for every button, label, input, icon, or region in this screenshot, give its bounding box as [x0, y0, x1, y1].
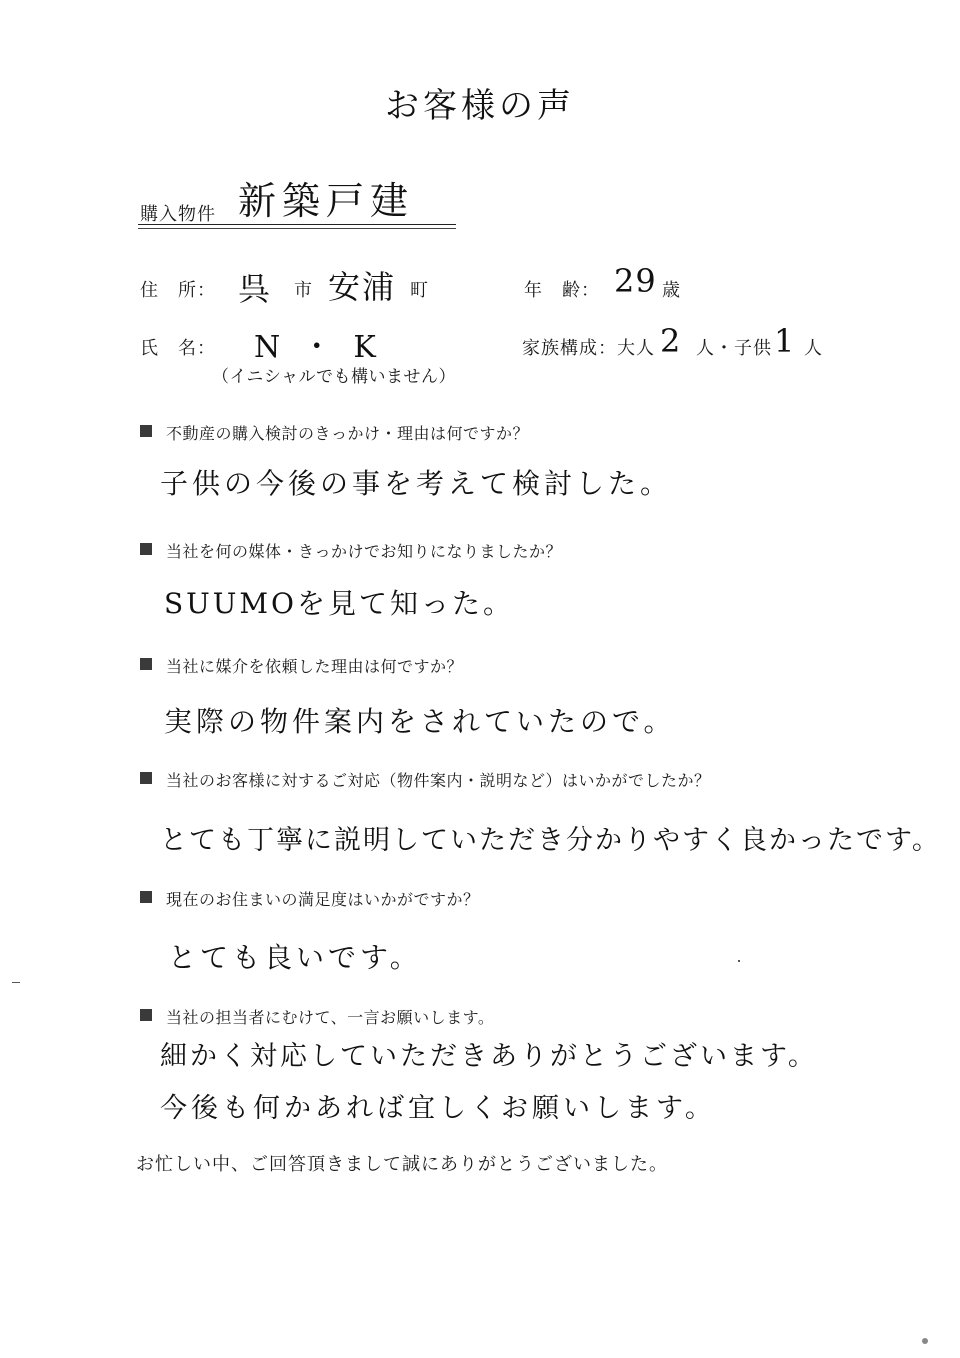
- answer-5: とても良いです。: [168, 941, 422, 974]
- scan-speck: [738, 960, 740, 962]
- address-label: 住 所：: [140, 280, 216, 301]
- bullet-square: [140, 425, 152, 437]
- question-6: 当社の担当者にむけて、一言お願いします。: [166, 1008, 495, 1027]
- bullet-square: [140, 543, 152, 555]
- answer-4: とても丁寧に説明していただき分かりやすく良かったです。: [160, 825, 941, 856]
- question-4: 当社のお客様に対するご対応（物件案内・説明など）はいかがでしたか？: [166, 771, 711, 790]
- bullet-square: [140, 772, 152, 784]
- property-underline-2: [138, 228, 456, 229]
- property-label: 購入物件: [140, 204, 216, 225]
- family-label: 家族構成：大人: [522, 338, 655, 359]
- page-title: お客様の声: [385, 86, 575, 126]
- question-3: 当社に媒介を依頼した理由は何ですか？: [166, 657, 464, 676]
- question-5: 現在のお住まいの満足度はいかがですか？: [166, 890, 480, 909]
- adults-value: 2: [660, 322, 685, 360]
- property-value: 新築戸建: [238, 179, 415, 223]
- answer-2: SUUMOを見て知った。: [164, 587, 515, 620]
- name-label: 氏 名：: [140, 338, 216, 359]
- children-suffix: 人: [804, 338, 823, 359]
- answer-1: 子供の今後の事を考えて検討した。: [160, 467, 673, 500]
- bullet-square: [140, 658, 152, 670]
- address-pref-value: 呉: [238, 270, 275, 308]
- answer-3: 実際の物件案内をされていたので。: [164, 705, 676, 738]
- bullet-square: [140, 1009, 152, 1021]
- property-underline: [138, 224, 456, 225]
- age-suffix: 歳: [662, 280, 681, 301]
- adults-suffix: 人・子供: [696, 338, 772, 359]
- name-value: N ・ K: [254, 330, 382, 365]
- age-label: 年 齢：: [524, 280, 600, 301]
- bullet-square: [140, 891, 152, 903]
- address-city-suffix: 市: [294, 280, 313, 301]
- address-town-value: 安浦: [328, 268, 397, 306]
- scan-speck: [922, 1338, 928, 1344]
- closing-text: お忙しい中、ご回答頂きまして誠にありがとうございました。: [136, 1154, 668, 1175]
- answer-6-line-2: 今後も何かあれば宜しくお願いします。: [160, 1093, 716, 1124]
- children-value: 1: [774, 322, 799, 360]
- age-value: 29: [614, 262, 657, 300]
- question-1: 不動産の購入検討のきっかけ・理由は何ですか？: [166, 424, 530, 443]
- answer-6-line-1: 細かく対応していただきありがとうございます。: [160, 1041, 818, 1072]
- address-town-suffix: 町: [410, 280, 429, 301]
- scan-speck: [12, 982, 20, 983]
- question-2: 当社を何の媒体・きっかけでお知りになりましたか？: [166, 542, 563, 561]
- name-note: （イニシャルでも構いません）: [212, 367, 456, 387]
